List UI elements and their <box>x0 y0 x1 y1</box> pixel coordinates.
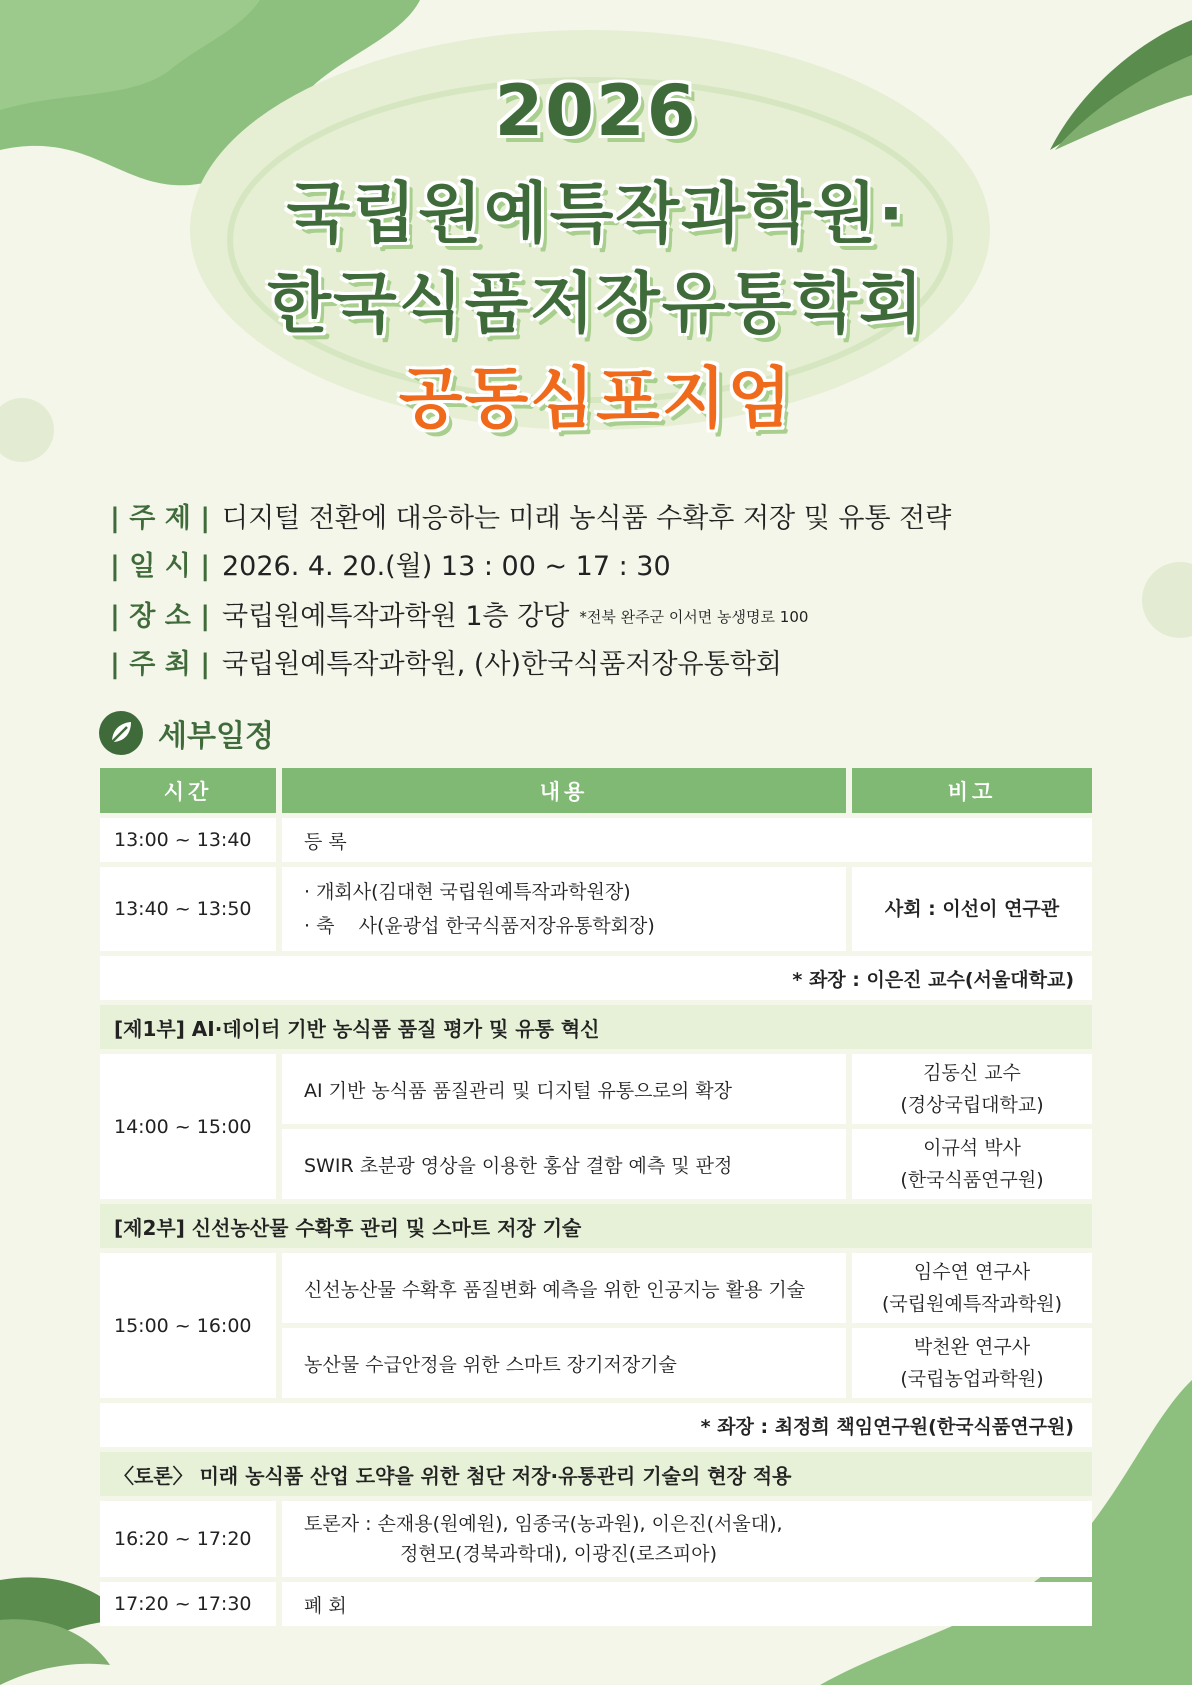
schedule-heading <box>98 708 274 758</box>
discussion-line2: 정현모(경북과학대), 이광진(로즈피아) <box>400 1543 718 1565</box>
registration-content: 등 록 <box>282 818 1092 862</box>
part1-talk1-speaker <box>852 1054 1092 1124</box>
speaker-name: 김동신 교수 <box>923 1062 1021 1084</box>
speaker-affiliation: (국립원예특작과학원) <box>881 1293 1062 1315</box>
bottom-left-leaf-2 <box>0 1619 110 1685</box>
title-line2: 한국식품저장유통학회 <box>267 265 925 342</box>
opening-content <box>282 867 846 951</box>
header-note: 비고 <box>852 768 1092 813</box>
part2-talk1-speaker <box>852 1253 1092 1323</box>
opening-line2: · 축 사(윤광섭 한국식품저장유통학회장) <box>304 915 655 937</box>
title-line1: 국립원예특작과학원· <box>286 175 906 252</box>
info-label: | 장 소 | <box>110 600 211 632</box>
info-label: | 주 제 | <box>110 502 211 534</box>
speaker-affiliation: (한국식품연구원) <box>900 1169 1044 1191</box>
header-content: 내용 <box>282 768 846 813</box>
part2-talk2-content: 농산물 수급안정을 위한 스마트 장기저장기술 <box>282 1328 846 1398</box>
part2-talk1-content: 신선농산물 수확후 품질변화 예측을 위한 인공지능 활용 기술 <box>282 1253 846 1323</box>
part2-time: 15:00 ~ 16:00 <box>100 1253 276 1398</box>
info-topic <box>110 493 1110 537</box>
discussion-title: 〈토론〉 미래 농식품 산업 도약을 위한 첨단 저장·유통관리 기술의 현장 적용 <box>100 1452 1092 1496</box>
leaf-icon <box>98 710 144 756</box>
speaker-name: 임수연 연구사 <box>913 1261 1031 1283</box>
part2-title: [제2부] 신선농산물 수확후 관리 및 스마트 저장 기술 <box>100 1204 1092 1248</box>
part1-talk1-content: AI 기반 농식품 품질관리 및 디지털 유통으로의 확장 <box>282 1054 846 1124</box>
part1-talk2-speaker <box>852 1129 1092 1199</box>
info-host <box>110 639 1110 683</box>
title-year: 2026 <box>494 70 698 152</box>
part2-talk2-speaker <box>852 1328 1092 1398</box>
schedule-title: 세부일정 <box>158 719 274 754</box>
part1-time: 14:00 ~ 15:00 <box>100 1054 276 1199</box>
info-label: | 일 시 | <box>110 550 211 582</box>
right-circle <box>1142 562 1192 638</box>
chair2-row: * 좌장 : 최정희 책임연구원(한국식품연구원) <box>100 1403 1092 1447</box>
closing-time: 17:20 ~ 17:30 <box>100 1582 276 1626</box>
speaker-affiliation: (경상국립대학교) <box>900 1094 1044 1116</box>
chair1-row: * 좌장 : 이은진 교수(서울대학교) <box>100 956 1092 1000</box>
info-value: 2026. 4. 20.(월) 13 : 00 ~ 17 : 30 <box>222 550 671 582</box>
speaker-name: 이규석 박사 <box>923 1137 1021 1159</box>
closing-content: 폐 회 <box>282 1582 1092 1626</box>
speaker-name: 박천완 연구사 <box>913 1336 1031 1358</box>
info-address-note: *전북 완주군 이서면 농생명로 100 <box>579 607 809 626</box>
part1-talk2-content: SWIR 초분광 영상을 이용한 홍삼 결함 예측 및 판정 <box>282 1129 846 1199</box>
info-value: 디지털 전환에 대응하는 미래 농식품 수확후 저장 및 유통 전략 <box>222 502 952 534</box>
discussion-time: 16:20 ~ 17:20 <box>100 1501 276 1577</box>
info-value: 국립원예특작과학원, (사)한국식품저장유통학회 <box>222 648 782 680</box>
title-line3: 공동심포지엄 <box>398 360 794 437</box>
speaker-affiliation: (국립농업과학원) <box>900 1368 1044 1390</box>
info-venue <box>110 591 1110 635</box>
opening-note: 사회 : 이선이 연구관 <box>852 867 1092 951</box>
discussion-content <box>282 1501 1092 1577</box>
registration-time: 13:00 ~ 13:40 <box>100 818 276 862</box>
info-datetime <box>110 541 1110 585</box>
part1-title: [제1부] AI·데이터 기반 농식품 품질 평가 및 유통 혁신 <box>100 1005 1092 1049</box>
opening-time: 13:40 ~ 13:50 <box>100 867 276 951</box>
info-value: 국립원예특작과학원 1층 강당 <box>222 600 570 632</box>
info-label: | 주 최 | <box>110 648 211 680</box>
header-time: 시간 <box>100 768 276 813</box>
opening-line1: · 개회사(김대현 국립원예특작과학원장) <box>304 881 631 903</box>
discussion-line1: 토론자 : 손재용(원예원), 임종국(농과원), 이은진(서울대), <box>304 1513 783 1535</box>
